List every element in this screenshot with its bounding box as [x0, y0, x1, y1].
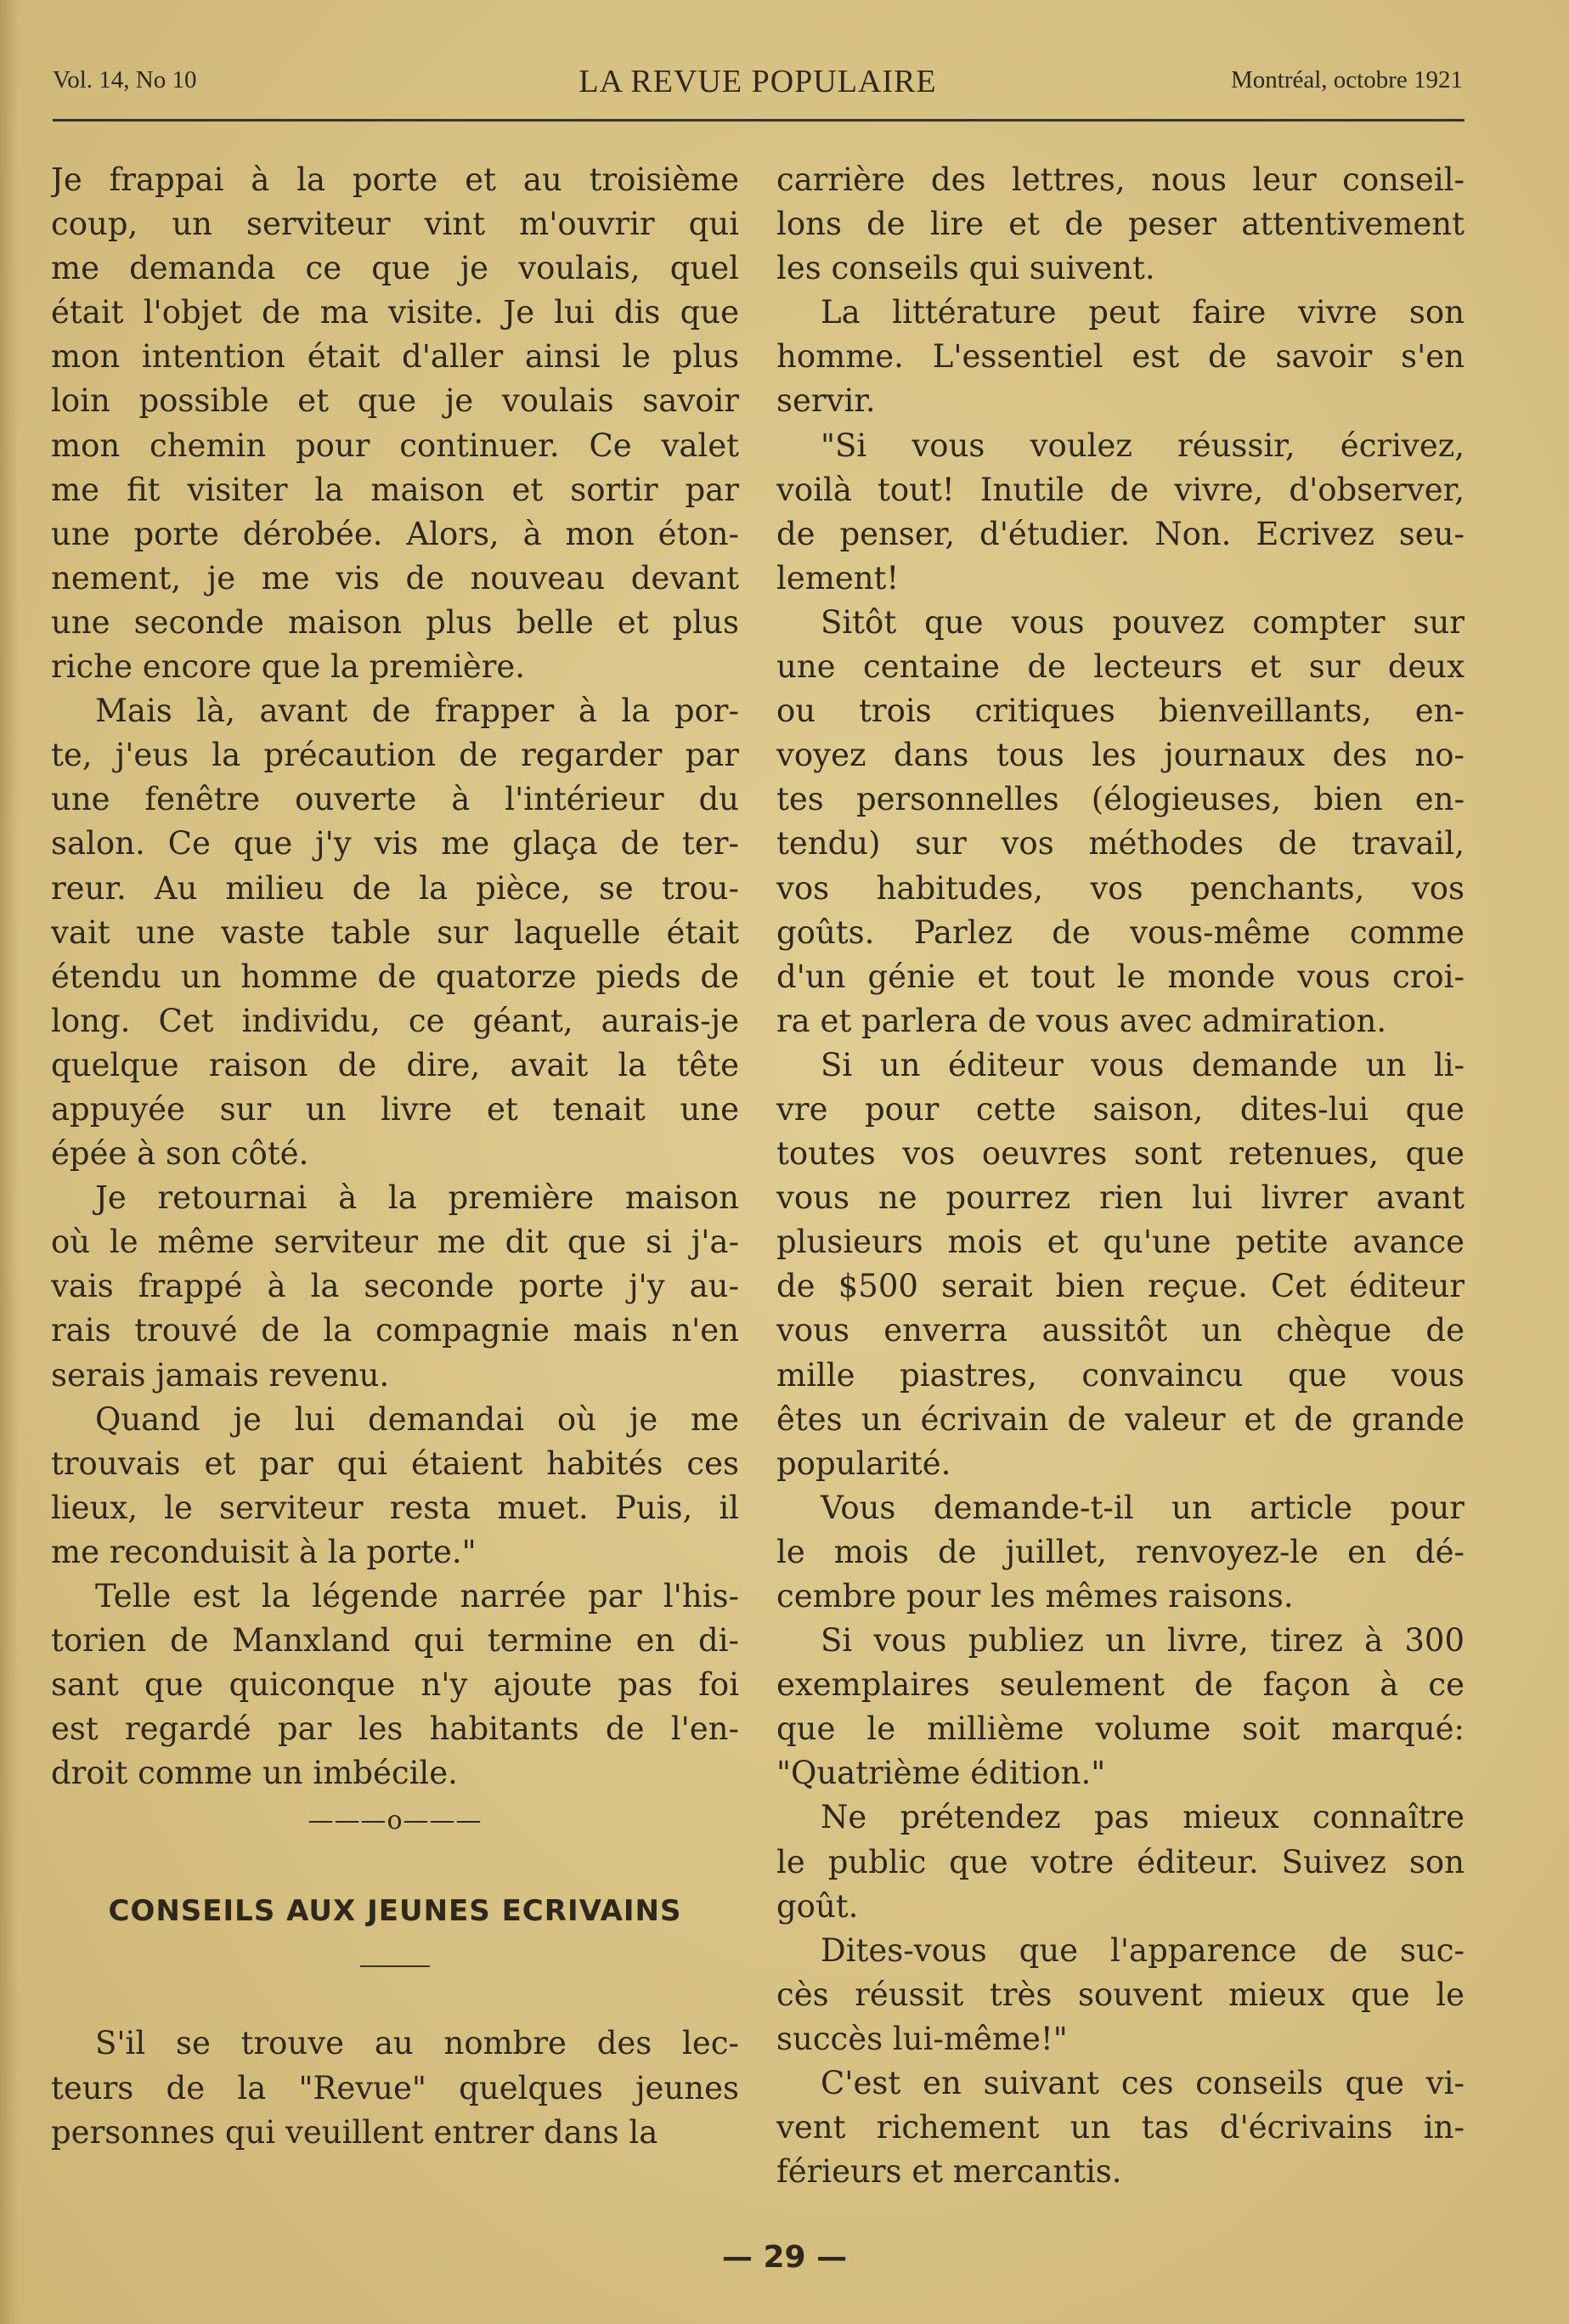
- right-column: [776, 158, 1465, 2194]
- text-line: torien de Manxland qui termine en di-: [51, 1622, 739, 1660]
- paragraph: [776, 1043, 1465, 1486]
- text-line: lons de lire et de peser attentivement: [776, 206, 1465, 243]
- text-line: plusieurs mois et qu'une petite avance: [776, 1224, 1465, 1261]
- running-header: [53, 66, 1463, 107]
- text-line: Quand je lui demandai où je me: [95, 1400, 739, 1438]
- text-line: S'il se trouve au nombre des lec-: [95, 2025, 739, 2062]
- left-column: [51, 158, 739, 2155]
- paragraph: [776, 424, 1465, 601]
- paragraph: [776, 2061, 1465, 2194]
- text-line: popularité.: [776, 1445, 951, 1482]
- text-line: ra et parlera de vous avec admiration.: [776, 1002, 1387, 1039]
- text-line: droit comme un imbécile.: [51, 1755, 458, 1792]
- text-line: le public que votre éditeur. Suivez son: [776, 1843, 1465, 1880]
- text-line: Ne prétendez pas mieux connaître: [821, 1799, 1465, 1836]
- page-edge-shadow: [0, 0, 19, 2324]
- text-line: homme. L'essentiel est de savoir s'en: [776, 338, 1465, 376]
- text-line: Si vous publiez un livre, tirez à 300: [821, 1622, 1465, 1660]
- text-line: une seconde maison plus belle et plus: [51, 603, 739, 641]
- text-line: le mois de juillet, renvoyez-le en dé-: [776, 1533, 1465, 1570]
- paragraph: [776, 1795, 1465, 1928]
- text-line: vous enverra aussitôt un chèque de: [776, 1312, 1465, 1349]
- paragraph: [776, 1619, 1465, 1795]
- header-volume: Vol. 14, No 10: [53, 66, 197, 93]
- text-line: est regardé par les habitants de l'en-: [51, 1710, 739, 1748]
- paragraph: [776, 291, 1465, 423]
- text-line: appuyée sur un livre et tenait une: [51, 1090, 739, 1128]
- text-line: me reconduisit à la porte.": [51, 1533, 477, 1570]
- text-line: carrière des lettres, nous leur conseil-: [776, 161, 1465, 198]
- paragraph: [51, 1575, 739, 1795]
- text-line: me fit visiter la maison et sortir par: [51, 471, 739, 508]
- header-rule: [53, 119, 1465, 122]
- text-line: vre pour cette saison, dites-lui que: [776, 1090, 1465, 1128]
- text-line: cembre pour les mêmes raisons.: [776, 1578, 1294, 1614]
- text-line: "Quatrième édition.": [776, 1755, 1106, 1792]
- text-line: Si un éditeur vous demande un li-: [821, 1046, 1465, 1083]
- text-line: Dites-vous que l'apparence de suc-: [821, 1931, 1465, 1969]
- header-date: Montréal, octobre 1921: [1230, 66, 1463, 93]
- text-line: Mais là, avant de frapper à la por-: [95, 693, 739, 730]
- text-line: loin possible et que je voulais savoir: [51, 382, 739, 420]
- text-line: de $500 serait bien reçue. Cet éditeur: [776, 1268, 1465, 1305]
- text-line: Telle est la légende narrée par l'his-: [95, 1578, 739, 1614]
- text-line: Je retournai à la première maison: [95, 1179, 739, 1217]
- text-line: une centaine de lecteurs et sur deux: [776, 648, 1465, 686]
- text-line: reur. Au milieu de la pièce, se trou-: [51, 869, 739, 907]
- text-line: une porte dérobée. Alors, à mon éton-: [51, 515, 739, 552]
- text-line: salon. Ce que j'y vis me glaça de ter-: [51, 825, 739, 862]
- text-line: riche encore que la première.: [51, 648, 526, 686]
- text-line: était l'objet de ma visite. Je lui dis que: [51, 294, 739, 331]
- paragraph: [776, 1486, 1465, 1619]
- text-line: mon intention était d'aller ainsi le plus: [51, 338, 739, 376]
- text-line: mon chemin pour continuer. Ce valet: [51, 427, 739, 464]
- text-line: toutes vos oeuvres sont retenues, que: [776, 1135, 1465, 1173]
- text-line: La littérature peut faire vivre son: [821, 294, 1465, 331]
- text-line: coup, un serviteur vint m'ouvrir qui: [51, 206, 739, 243]
- text-line: où le même serviteur me dit que si j'a-: [51, 1224, 739, 1261]
- separator-mark: ———o———: [308, 1806, 483, 1836]
- text-line: long. Cet individu, ce géant, aurais-je: [51, 1002, 739, 1039]
- text-line: que le millième volume soit marqué:: [776, 1710, 1465, 1748]
- text-line: personnes qui veuillent entrer dans la: [51, 2113, 658, 2151]
- header-title: LA REVUE POPULAIRE: [578, 64, 937, 99]
- paragraph: [776, 158, 1465, 291]
- text-line: nement, je me vis de nouveau devant: [51, 559, 739, 597]
- text-line: Sitôt que vous pouvez compter sur: [821, 603, 1465, 641]
- text-line: trouvais et par qui étaient habités ces: [51, 1445, 739, 1482]
- text-line: voilà tout! Inutile de vivre, d'observer,: [776, 471, 1465, 508]
- text-line: serais jamais revenu.: [51, 1356, 390, 1394]
- paragraph: [51, 1398, 739, 1575]
- page-number: — 29 —: [721, 2240, 848, 2275]
- title-underline: [360, 1965, 430, 1967]
- section-separator: [51, 1795, 739, 1872]
- text-line: êtes un écrivain de valeur et de grande: [776, 1400, 1465, 1438]
- section-title: CONSEILS AUX JEUNES ECRIVAINS: [108, 1894, 682, 1929]
- text-line: me demanda ce que je voulais, quel: [51, 250, 739, 287]
- text-line: lieux, le serviteur resta muet. Puis, il: [51, 1489, 739, 1526]
- text-line: vais frappé à la seconde porte j'y au-: [51, 1268, 739, 1305]
- text-line: goûts. Parlez de vous-même comme: [776, 913, 1465, 951]
- text-line: quelque raison de dire, avait la tête: [51, 1046, 739, 1083]
- text-line: sant que quiconque n'y ajoute pas foi: [51, 1666, 739, 1704]
- text-line: rais trouvé de la compagnie mais n'en: [51, 1312, 739, 1349]
- text-line: vait une vaste table sur laquelle était: [51, 913, 739, 951]
- paragraph: [51, 689, 739, 1176]
- text-line: exemplaires seulement de façon à ce: [776, 1666, 1465, 1704]
- text-line: ou trois critiques bienveillants, en-: [776, 693, 1465, 730]
- text-line: cès réussit très souvent mieux que le: [776, 1976, 1465, 2013]
- text-line: servir.: [776, 382, 876, 420]
- text-line: te, j'eus la précaution de regarder par: [51, 737, 739, 774]
- text-line: tes personnelles (élogieuses, bien en-: [776, 781, 1465, 818]
- paragraph: [51, 2021, 739, 2154]
- text-line: Je frappai à la porte et au troisième: [51, 161, 739, 198]
- text-line: les conseils qui suivent.: [776, 250, 1155, 287]
- paragraph: [776, 1929, 1465, 2061]
- paragraph: [51, 158, 739, 689]
- text-line: vent richement un tas d'écrivains in-: [776, 2109, 1465, 2146]
- text-line: épée à son côté.: [51, 1135, 309, 1173]
- text-line: vos habitudes, vos penchants, vos: [776, 869, 1465, 907]
- text-line: étendu un homme de quatorze pieds de: [51, 958, 739, 995]
- text-line: férieurs et mercantis.: [776, 2153, 1122, 2191]
- paragraph: [51, 1176, 739, 1397]
- paragraph: [776, 601, 1465, 1043]
- text-line: d'un génie et tout le monde vous croi-: [776, 958, 1465, 995]
- text-line: mille piastres, convaincu que vous: [776, 1356, 1465, 1394]
- text-line: une fenêtre ouverte à l'intérieur du: [51, 781, 739, 818]
- text-line: C'est en suivant ces conseils que vi-: [821, 2065, 1465, 2102]
- text-line: tendu) sur vos méthodes de travail,: [776, 825, 1465, 862]
- text-line: goût.: [776, 1887, 859, 1925]
- text-line: teurs de la "Revue" quelques jeunes: [51, 2069, 739, 2106]
- text-line: voyez dans tous les journaux des no-: [776, 737, 1465, 774]
- text-line: "Si vous voulez réussir, écrivez,: [821, 427, 1465, 464]
- text-line: de penser, d'étudier. Non. Ecrivez seu-: [776, 515, 1465, 552]
- text-line: vous ne pourrez rien lui livrer avant: [776, 1179, 1465, 1217]
- text-line: lement!: [776, 559, 900, 597]
- text-line: Vous demande-t-il un article pour: [821, 1489, 1465, 1526]
- text-line: succès lui-même!": [776, 2020, 1068, 2057]
